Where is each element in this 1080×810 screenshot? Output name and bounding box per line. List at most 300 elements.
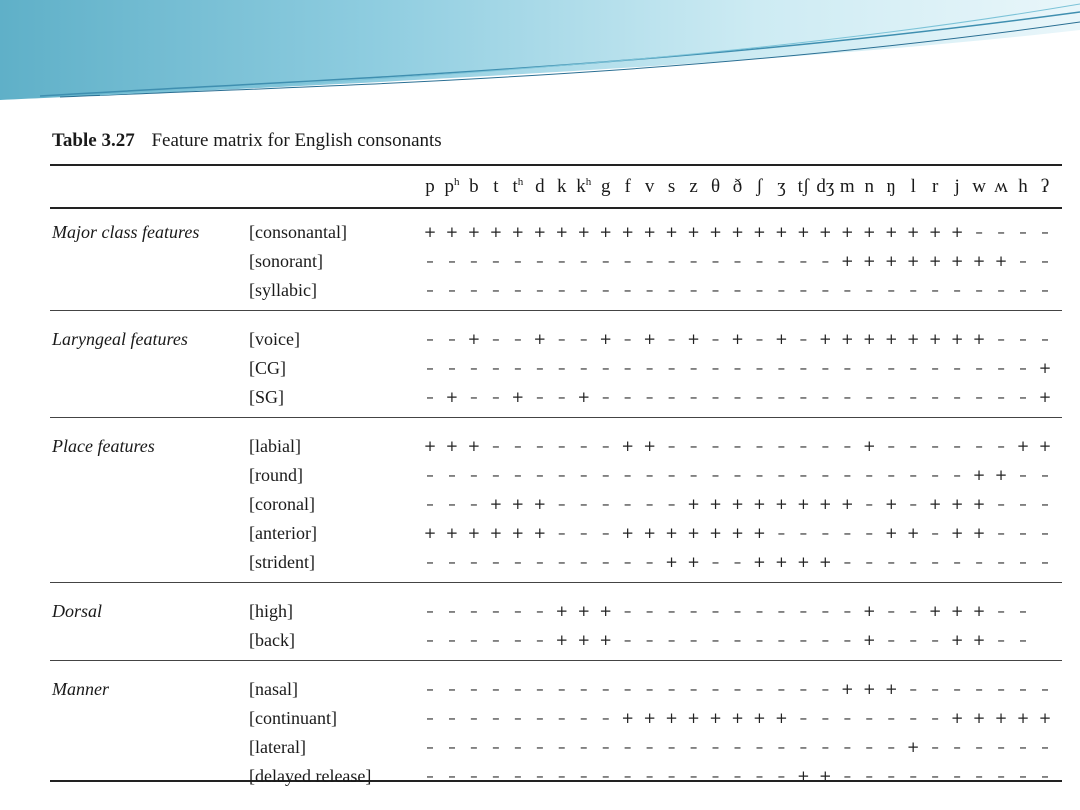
feature-value-cell: – (623, 767, 632, 785)
feature-value-cell: – (536, 437, 544, 455)
feature-value-cell: + (1016, 437, 1030, 455)
feature-value-cell: – (1019, 631, 1027, 649)
feature-value-cell: – (601, 466, 610, 484)
feature-value-cell: – (448, 709, 456, 727)
feature-value-cell: – (777, 631, 786, 649)
feature-name: [CG] (249, 358, 286, 378)
feature-value-cell: + (862, 252, 876, 270)
feature-value-cell: + (753, 553, 766, 571)
feature-value-cell: – (931, 437, 939, 455)
feature-value-cell: – (953, 281, 961, 299)
feature-value-cell: – (623, 631, 632, 649)
feature-value-cell: – (623, 602, 632, 620)
feature-value-cell: – (667, 495, 676, 513)
feature-value-cell: + (1038, 709, 1052, 727)
feature-value-cell: – (909, 359, 917, 377)
feature-value-cell: – (492, 466, 500, 484)
feature-value-cell: – (426, 330, 434, 348)
feature-value-cell: – (1019, 495, 1027, 513)
feature-value-cell: + (621, 709, 634, 727)
feature-value-cell: + (489, 223, 503, 241)
feature-value-cell: – (580, 738, 588, 756)
feature-value-cell: + (928, 495, 942, 513)
feature-value-cell: + (862, 223, 876, 241)
feature-value-cell: + (731, 709, 744, 727)
feature-value-cell: – (799, 388, 808, 406)
feature-value-cell: – (601, 553, 610, 571)
feature-value-cell: + (928, 223, 942, 241)
feature-value-cell: – (492, 631, 500, 649)
consonant-header: ʃ (756, 176, 763, 197)
feature-value-cell: – (601, 388, 610, 406)
consonant-header: t (493, 176, 499, 197)
feature-value-cell: – (667, 281, 676, 299)
feature-value-cell: – (1041, 223, 1049, 241)
feature-value-cell: – (1041, 330, 1049, 348)
feature-value-cell: + (511, 524, 525, 542)
feature-value-cell: – (689, 359, 698, 377)
group-divider (50, 660, 1062, 661)
feature-value-cell: – (755, 330, 764, 348)
feature-value-cell: – (492, 767, 500, 785)
feature-value-cell: + (1038, 359, 1052, 377)
feature-value-cell: – (909, 388, 917, 406)
feature-value-cell: – (601, 281, 610, 299)
feature-value-cell: + (950, 631, 964, 649)
feature-value-cell: + (972, 466, 986, 484)
feature-value-cell: – (514, 631, 522, 649)
feature-value-cell: + (775, 709, 788, 727)
feature-value-cell: – (623, 495, 632, 513)
feature-value-cell: + (775, 495, 788, 513)
feature-value-cell: – (887, 738, 895, 756)
feature-value-cell: – (1041, 281, 1049, 299)
feature-value-cell: – (623, 252, 632, 270)
feature-value-cell: – (448, 767, 456, 785)
feature-value-cell: – (755, 767, 764, 785)
feature-value-cell: – (558, 281, 566, 299)
feature-value-cell: – (645, 495, 654, 513)
consonant-header: ʔ (1040, 176, 1050, 197)
feature-value-cell: – (470, 388, 478, 406)
feature-value-cell: – (733, 767, 742, 785)
feature-value-cell: – (755, 281, 764, 299)
feature-value-cell: – (975, 223, 983, 241)
feature-value-cell: – (733, 252, 742, 270)
feature-value-cell: + (467, 524, 481, 542)
consonant-header: d (535, 176, 545, 197)
feature-value-cell: – (667, 631, 676, 649)
feature-value-cell: + (709, 709, 722, 727)
feature-value-cell: + (950, 602, 964, 620)
feature-name: [voice] (249, 329, 300, 349)
feature-value-cell: – (514, 330, 522, 348)
feature-value-cell: – (667, 359, 676, 377)
feature-value-cell: – (492, 680, 500, 698)
feature-value-cell: – (558, 330, 566, 348)
feature-value-cell: – (821, 281, 830, 299)
feature-value-cell: – (931, 359, 939, 377)
feature-value-cell: + (972, 709, 986, 727)
feature-value-cell: – (711, 553, 720, 571)
feature-value-cell: – (733, 631, 742, 649)
feature-value-cell: + (555, 602, 569, 620)
feature-name: [syllabic] (249, 280, 317, 300)
feature-value-cell: – (558, 495, 566, 513)
feature-value-cell: – (1019, 281, 1027, 299)
feature-value-cell: – (997, 602, 1005, 620)
feature-value-cell: – (470, 680, 478, 698)
feature-name: [sonorant] (249, 251, 323, 271)
feature-value-cell: – (733, 738, 742, 756)
feature-value-cell: + (599, 602, 612, 620)
feature-value-cell: + (862, 631, 876, 649)
feature-value-cell: + (884, 223, 898, 241)
feature-value-cell: + (467, 437, 481, 455)
feature-value-cell: – (667, 330, 676, 348)
consonant-header: s (667, 176, 676, 197)
feature-value-cell: – (711, 281, 720, 299)
feature-value-cell: – (909, 680, 917, 698)
feature-value-cell: – (580, 767, 588, 785)
feature-value-cell: – (645, 388, 654, 406)
feature-value-cell: – (536, 738, 544, 756)
feature-group-name: Major class features (52, 222, 200, 242)
feature-value-cell: – (799, 631, 808, 649)
feature-value-cell: + (841, 252, 854, 270)
feature-value-cell: – (843, 466, 852, 484)
feature-value-cell: + (862, 680, 876, 698)
feature-value-cell: + (819, 767, 832, 785)
feature-value-cell: – (865, 738, 874, 756)
feature-value-cell: – (799, 281, 808, 299)
consonant-header: f (624, 176, 631, 197)
feature-value-cell: – (711, 330, 720, 348)
feature-value-cell: – (887, 281, 895, 299)
feature-value-cell: – (645, 738, 654, 756)
feature-value-cell: – (799, 359, 808, 377)
feature-value-cell: – (777, 252, 786, 270)
feature-value-cell: + (687, 223, 700, 241)
feature-value-cell: – (426, 388, 434, 406)
feature-value-cell: – (492, 388, 500, 406)
feature-value-cell: – (887, 359, 895, 377)
feature-value-cell: – (865, 709, 874, 727)
feature-value-cell: – (514, 281, 522, 299)
feature-value-cell: – (997, 330, 1005, 348)
feature-value-cell: + (511, 495, 525, 513)
feature-value-cell: – (975, 359, 983, 377)
consonant-header: l (910, 176, 916, 197)
feature-value-cell: – (733, 553, 742, 571)
feature-value-cell: + (994, 466, 1008, 484)
feature-value-cell: – (843, 281, 852, 299)
feature-value-cell: – (470, 466, 478, 484)
table-caption (52, 130, 442, 152)
feature-value-cell: – (601, 359, 610, 377)
feature-value-cell: – (865, 466, 874, 484)
feature-value-cell: + (841, 680, 854, 698)
feature-value-cell: – (558, 680, 566, 698)
feature-value-cell: + (731, 495, 744, 513)
feature-value-cell: – (558, 437, 566, 455)
feature-value-cell: + (972, 524, 986, 542)
feature-value-cell: + (972, 252, 986, 270)
feature-name: [nasal] (249, 679, 298, 699)
feature-value-cell: – (689, 388, 698, 406)
feature-value-cell: + (687, 524, 700, 542)
feature-name: [strident] (249, 552, 315, 572)
feature-value-cell: – (514, 602, 522, 620)
feature-name: [lateral] (249, 737, 306, 757)
feature-value-cell: – (645, 631, 654, 649)
feature-value-cell: – (887, 553, 895, 571)
feature-value-cell: – (975, 281, 983, 299)
feature-value-cell: – (887, 602, 895, 620)
table-number: Table 3.27 (52, 130, 135, 151)
feature-value-cell: – (909, 767, 917, 785)
feature-value-cell: – (492, 709, 500, 727)
consonant-header: $p^h$ (444, 176, 460, 197)
feature-value-cell: – (580, 359, 588, 377)
feature-value-cell: – (821, 602, 830, 620)
feature-value-cell: – (953, 437, 961, 455)
feature-value-cell: – (755, 680, 764, 698)
consonant-header: dʒ (816, 176, 835, 197)
feature-value-cell: – (667, 680, 676, 698)
feature-value-cell: – (536, 359, 544, 377)
consonant-header: θ (710, 176, 721, 197)
feature-value-cell: – (909, 602, 917, 620)
feature-value-cell: – (865, 495, 874, 513)
feature-value-cell: – (536, 281, 544, 299)
feature-value-cell: – (953, 553, 961, 571)
feature-value-cell: – (1019, 524, 1027, 542)
feature-value-cell: – (1019, 252, 1027, 270)
feature-value-cell: – (799, 680, 808, 698)
feature-value-cell: – (536, 631, 544, 649)
feature-value-cell: – (667, 466, 676, 484)
feature-value-cell: + (884, 680, 898, 698)
feature-value-cell: – (755, 252, 764, 270)
consonant-header: p (425, 176, 435, 197)
feature-value-cell: + (797, 495, 810, 513)
feature-value-cell: – (997, 388, 1005, 406)
consonant-header: ʒ (777, 176, 786, 197)
feature-value-cell: – (887, 709, 895, 727)
consonant-header: b (469, 176, 479, 197)
feature-value-cell: – (909, 631, 917, 649)
feature-value-cell: – (975, 767, 983, 785)
feature-value-cell: + (994, 252, 1008, 270)
feature-value-cell: – (623, 680, 632, 698)
feature-value-cell: – (865, 359, 874, 377)
feature-value-cell: – (909, 495, 917, 513)
feature-value-cell: – (1019, 466, 1027, 484)
feature-value-cell: – (931, 281, 939, 299)
feature-value-cell: – (1019, 330, 1027, 348)
feature-value-cell: + (753, 223, 766, 241)
feature-value-cell: – (997, 553, 1005, 571)
feature-value-cell: + (643, 223, 656, 241)
feature-value-cell: – (623, 281, 632, 299)
feature-value-cell: – (1041, 767, 1049, 785)
feature-value-cell: + (621, 437, 634, 455)
feature-value-cell: + (445, 223, 459, 241)
feature-value-cell: – (601, 767, 610, 785)
feature-value-cell: + (643, 524, 656, 542)
feature-value-cell: + (862, 330, 876, 348)
feature-value-cell: – (645, 553, 654, 571)
feature-value-cell: – (645, 767, 654, 785)
header-rule (50, 207, 1062, 209)
feature-value-cell: – (623, 553, 632, 571)
feature-value-cell: – (733, 359, 742, 377)
feature-value-cell: – (711, 437, 720, 455)
feature-value-cell: – (667, 767, 676, 785)
feature-value-cell: – (777, 359, 786, 377)
feature-value-cell: – (777, 602, 786, 620)
feature-value-cell: – (645, 281, 654, 299)
feature-value-cell: – (843, 524, 852, 542)
feature-value-cell: + (841, 495, 854, 513)
feature-value-cell: – (645, 680, 654, 698)
feature-value-cell: + (533, 223, 547, 241)
feature-value-cell: – (821, 738, 830, 756)
feature-value-cell: – (711, 359, 720, 377)
feature-value-cell: – (1041, 495, 1049, 513)
feature-value-cell: – (777, 680, 786, 698)
feature-value-cell: – (711, 388, 720, 406)
feature-value-cell: – (997, 223, 1005, 241)
feature-value-cell: + (1038, 388, 1052, 406)
feature-value-cell: – (448, 553, 456, 571)
feature-value-cell: – (931, 767, 939, 785)
feature-value-cell: + (533, 495, 547, 513)
feature-value-cell: – (843, 602, 852, 620)
feature-value-cell: – (733, 466, 742, 484)
feature-value-cell: + (753, 495, 766, 513)
feature-value-cell: – (514, 437, 522, 455)
feature-value-cell: + (489, 495, 503, 513)
feature-value-cell: – (448, 495, 456, 513)
feature-value-cell: – (470, 602, 478, 620)
feature-group-name: Place features (52, 436, 155, 456)
feature-value-cell: – (711, 466, 720, 484)
feature-value-cell: – (667, 388, 676, 406)
feature-value-cell: – (689, 466, 698, 484)
feature-value-cell: – (514, 680, 522, 698)
feature-value-cell: + (665, 524, 678, 542)
feature-value-cell: – (733, 388, 742, 406)
feature-value-cell: – (843, 709, 852, 727)
feature-value-cell: – (799, 602, 808, 620)
feature-value-cell: + (467, 330, 481, 348)
feature-value-cell: – (426, 495, 434, 513)
feature-value-cell: – (799, 709, 808, 727)
feature-value-cell: – (953, 680, 961, 698)
feature-value-cell: – (799, 738, 808, 756)
feature-value-cell: + (687, 495, 700, 513)
feature-value-cell: – (821, 437, 830, 455)
feature-value-cell: – (953, 767, 961, 785)
feature-value-cell: + (753, 524, 766, 542)
feature-value-cell: – (601, 680, 610, 698)
feature-value-cell: – (558, 553, 566, 571)
feature-value-cell: – (821, 709, 830, 727)
feature-name: [consonantal] (249, 222, 347, 242)
feature-value-cell: – (887, 466, 895, 484)
feature-value-cell: – (1019, 602, 1027, 620)
feature-value-cell: – (777, 466, 786, 484)
feature-value-cell: + (819, 553, 832, 571)
feature-value-cell: – (558, 466, 566, 484)
feature-value-cell: + (884, 524, 898, 542)
consonant-header: $t^h$ (512, 176, 524, 197)
table-title: Feature matrix for English consonants (151, 130, 442, 151)
feature-value-cell: – (909, 709, 917, 727)
feature-value-cell: + (994, 709, 1008, 727)
feature-value-cell: – (755, 388, 764, 406)
feature-value-cell: – (733, 680, 742, 698)
feature-value-cell: – (601, 437, 610, 455)
feature-value-cell: – (514, 553, 522, 571)
feature-value-cell: – (492, 437, 500, 455)
consonant-header: v (644, 176, 655, 197)
feature-value-cell: – (755, 437, 764, 455)
feature-value-cell: – (448, 281, 456, 299)
feature-value-cell: – (558, 738, 566, 756)
feature-value-cell: – (645, 359, 654, 377)
feature-name: [labial] (249, 436, 301, 456)
consonant-header: g (600, 176, 611, 197)
feature-value-cell: + (621, 223, 634, 241)
feature-value-cell: – (931, 631, 939, 649)
feature-value-cell: – (536, 553, 544, 571)
feature-value-cell: – (975, 388, 983, 406)
feature-value-cell: – (887, 631, 895, 649)
feature-name: [continuant] (249, 708, 337, 728)
feature-value-cell: – (470, 281, 478, 299)
feature-value-cell: + (467, 223, 481, 241)
feature-value-cell: + (445, 388, 459, 406)
feature-value-cell: – (975, 553, 983, 571)
feature-value-cell: – (931, 738, 939, 756)
feature-value-cell: – (997, 524, 1005, 542)
feature-value-cell: + (555, 223, 569, 241)
feature-value-cell: – (843, 553, 852, 571)
feature-group-name: Laryngeal features (52, 329, 188, 349)
feature-value-cell: – (623, 738, 632, 756)
feature-value-cell: + (950, 330, 964, 348)
feature-value-cell: – (689, 631, 698, 649)
feature-value-cell: + (577, 602, 591, 620)
feature-value-cell: – (953, 388, 961, 406)
feature-value-cell: + (775, 553, 788, 571)
feature-value-cell: – (1041, 553, 1049, 571)
feature-value-cell: – (865, 524, 874, 542)
feature-value-cell: – (580, 680, 588, 698)
feature-value-cell: + (731, 524, 744, 542)
feature-value-cell: – (887, 388, 895, 406)
feature-value-cell: + (731, 223, 744, 241)
group-divider (50, 582, 1062, 583)
feature-group-name: Manner (52, 679, 109, 699)
feature-value-cell: – (448, 602, 456, 620)
feature-value-cell: – (711, 252, 720, 270)
feature-value-cell: + (511, 388, 525, 406)
feature-value-cell: – (909, 466, 917, 484)
